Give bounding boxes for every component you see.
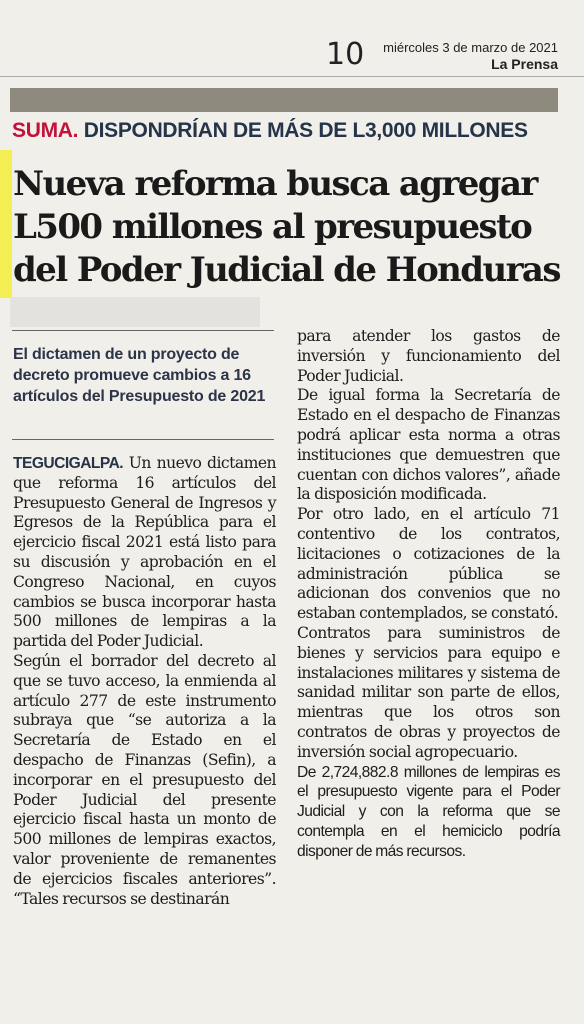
body-paragraph: De igual forma la Secretaría de Estado en el despacho de Finanzas podrá aplicar esta norma a otras instituciones que demuestren que cuentan con dichos valores”, añade la disposición modificada.: [297, 386, 560, 504]
kicker: [12, 118, 572, 144]
newspaper-name: La Prensa: [491, 56, 558, 72]
section-bar: [10, 88, 558, 112]
show-through-area: [10, 297, 260, 327]
headline-line: Nueva reforma busca agregar: [13, 164, 537, 204]
body-paragraph: Según el borrador del decreto al que se tuvo acceso, la enmienda al artículo 277 de este instrumento subraya que “se autoriza a la Secretaría de Estado en el despacho de Finanzas (Sefin), a incorporar en el presupuesto del Poder Judicial del presente ejercicio fiscal hasta un monto de 500 millones de lempiras exactos, valor proveniente de remanentes de ejercicios fiscales anteriores”. “Tales recursos se destinarán: [13, 651, 276, 908]
highlighter-mark: [0, 150, 12, 298]
body-paragraph: para atender los gastos de inversión y funcionamiento del Poder Judicial.: [297, 327, 560, 385]
body-paragraph: Por otro lado, en el artículo 71 contentivo de los contratos, licitaciones o cotizaciones de la administración pública se adicionan dos convenios que no estaban contemplados, se constató.: [297, 505, 560, 623]
headline-line: del Poder Judicial de Honduras: [13, 250, 560, 290]
publication-date: miércoles 3 de marzo de 2021: [383, 40, 558, 55]
body-text: Un nuevo dictamen que reforma 16 artículos del Presupuesto General de Ingresos y Egresos de la República para el ejercicio fiscal 2021 está listo para su discusión y aprobación en el Congreso Nacional, en cuyos cambios se busca incorporar hasta 500 millones de lempiras a la partida del Poder Judicial.: [13, 454, 276, 651]
dateline: TEGUCIGALPA.: [13, 455, 124, 472]
article-column-left: [13, 454, 276, 909]
article-column-right: [297, 327, 560, 862]
kicker-text: DISPONDRÍAN DE MÁS DE L3,000 MILLONES: [83, 119, 528, 142]
deck-top-rule: [12, 330, 274, 331]
kicker-label: SUMA.: [12, 119, 79, 142]
headline-line: L500 millones al presupuesto: [13, 207, 532, 247]
body-paragraph: De 2,724,882.8 millones de lempiras es el presupuesto vigente para el Poder Judicial y con la reforma que se contempla en el hemiciclo podría disponer de más recursos.: [297, 763, 560, 860]
page-number: 10: [326, 37, 365, 72]
deck-bottom-rule: [12, 439, 274, 440]
body-paragraph: Contratos para suministros de bienes y servicios para equipo e instalaciones militares y sistema de sanidad militar son parte de ellos, mientras que los otros son contratos de obras y proyectos de inversión social agropecuario.: [297, 623, 560, 761]
body-paragraph: [13, 454, 276, 652]
deck-summary: El dictamen de un proyecto de decreto promueve cambios a 16 artículos del Presupuesto de 2021: [13, 346, 266, 405]
headline: [13, 163, 573, 292]
header-rule: [0, 76, 584, 77]
